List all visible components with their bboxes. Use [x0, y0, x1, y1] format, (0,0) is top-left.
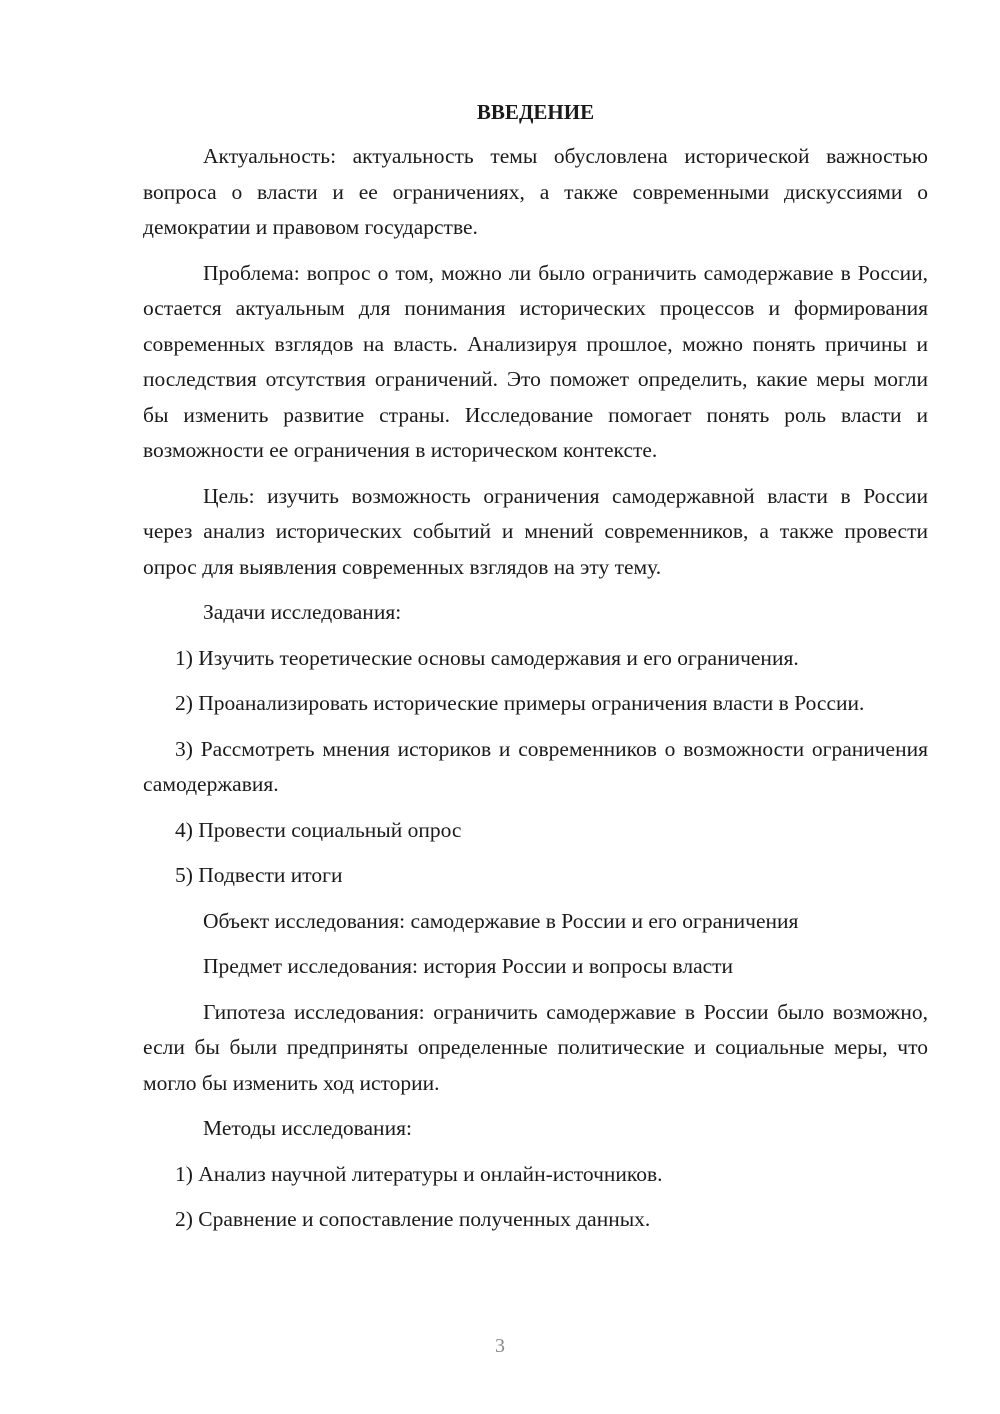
- task-item-4: 4) Провести социальный опрос: [175, 817, 462, 842]
- document-page: [143, 95, 928, 1248]
- method-item-1: 1) Анализ научной литературы и онлайн-источников.: [175, 1161, 663, 1186]
- page-number: 3: [495, 1335, 505, 1357]
- relevance-paragraph: Актуальность: актуальность темы обусловлена исторической важностью вопроса о власти и ее ограничениях, а также современными дискуссиями о демократии и правовом государстве.: [143, 144, 928, 239]
- problem-paragraph: Проблема: вопрос о том, можно ли было ограничить самодержавие в России, остается актуальным для понимания исторических процессов и формирования современных взглядов на власть. Анализируя прошлое, можно понять причины и последствия отсутствия ограничений. Это поможет определить, какие меры могли бы изменить развитие страны. Исследование помогает понять роль власти и возможности ее ограничения в историческом контексте.: [143, 260, 928, 462]
- task-item-5: 5) Подвести итоги: [175, 863, 343, 887]
- research-object: Объект исследования: самодержавие в России и его ограничения: [203, 908, 799, 933]
- research-hypothesis: Гипотеза исследования: ограничить самодержавие в России было возможно, если бы были предприняты определенные политические и социальные меры, что могло бы изменить ход истории.: [143, 999, 928, 1095]
- tasks-heading: Задачи исследования:: [203, 600, 402, 624]
- section-title: ВВЕДЕНИЕ: [476, 100, 595, 124]
- task-item-2: 2) Проанализировать исторические примеры ограничения власти в России.: [175, 691, 865, 715]
- methods-heading: Методы исследования:: [203, 1116, 412, 1140]
- research-subject: Предмет исследования: история России и вопросы власти: [203, 954, 734, 978]
- goal-paragraph: Цель: изучить возможность ограничения самодержавной власти в России через анализ исторических событий и мнений современников, а также провести опрос для выявления современных взглядов на эту тему.: [143, 483, 928, 579]
- task-item-1: 1) Изучить теоретические основы самодержавия и его ограничения.: [175, 645, 799, 670]
- task-item-3: 3) Рассмотреть мнения историков и современников о возможности ограничения самодержавия.: [143, 736, 928, 796]
- method-item-2: 2) Сравнение и сопоставление полученных данных.: [175, 1207, 651, 1231]
